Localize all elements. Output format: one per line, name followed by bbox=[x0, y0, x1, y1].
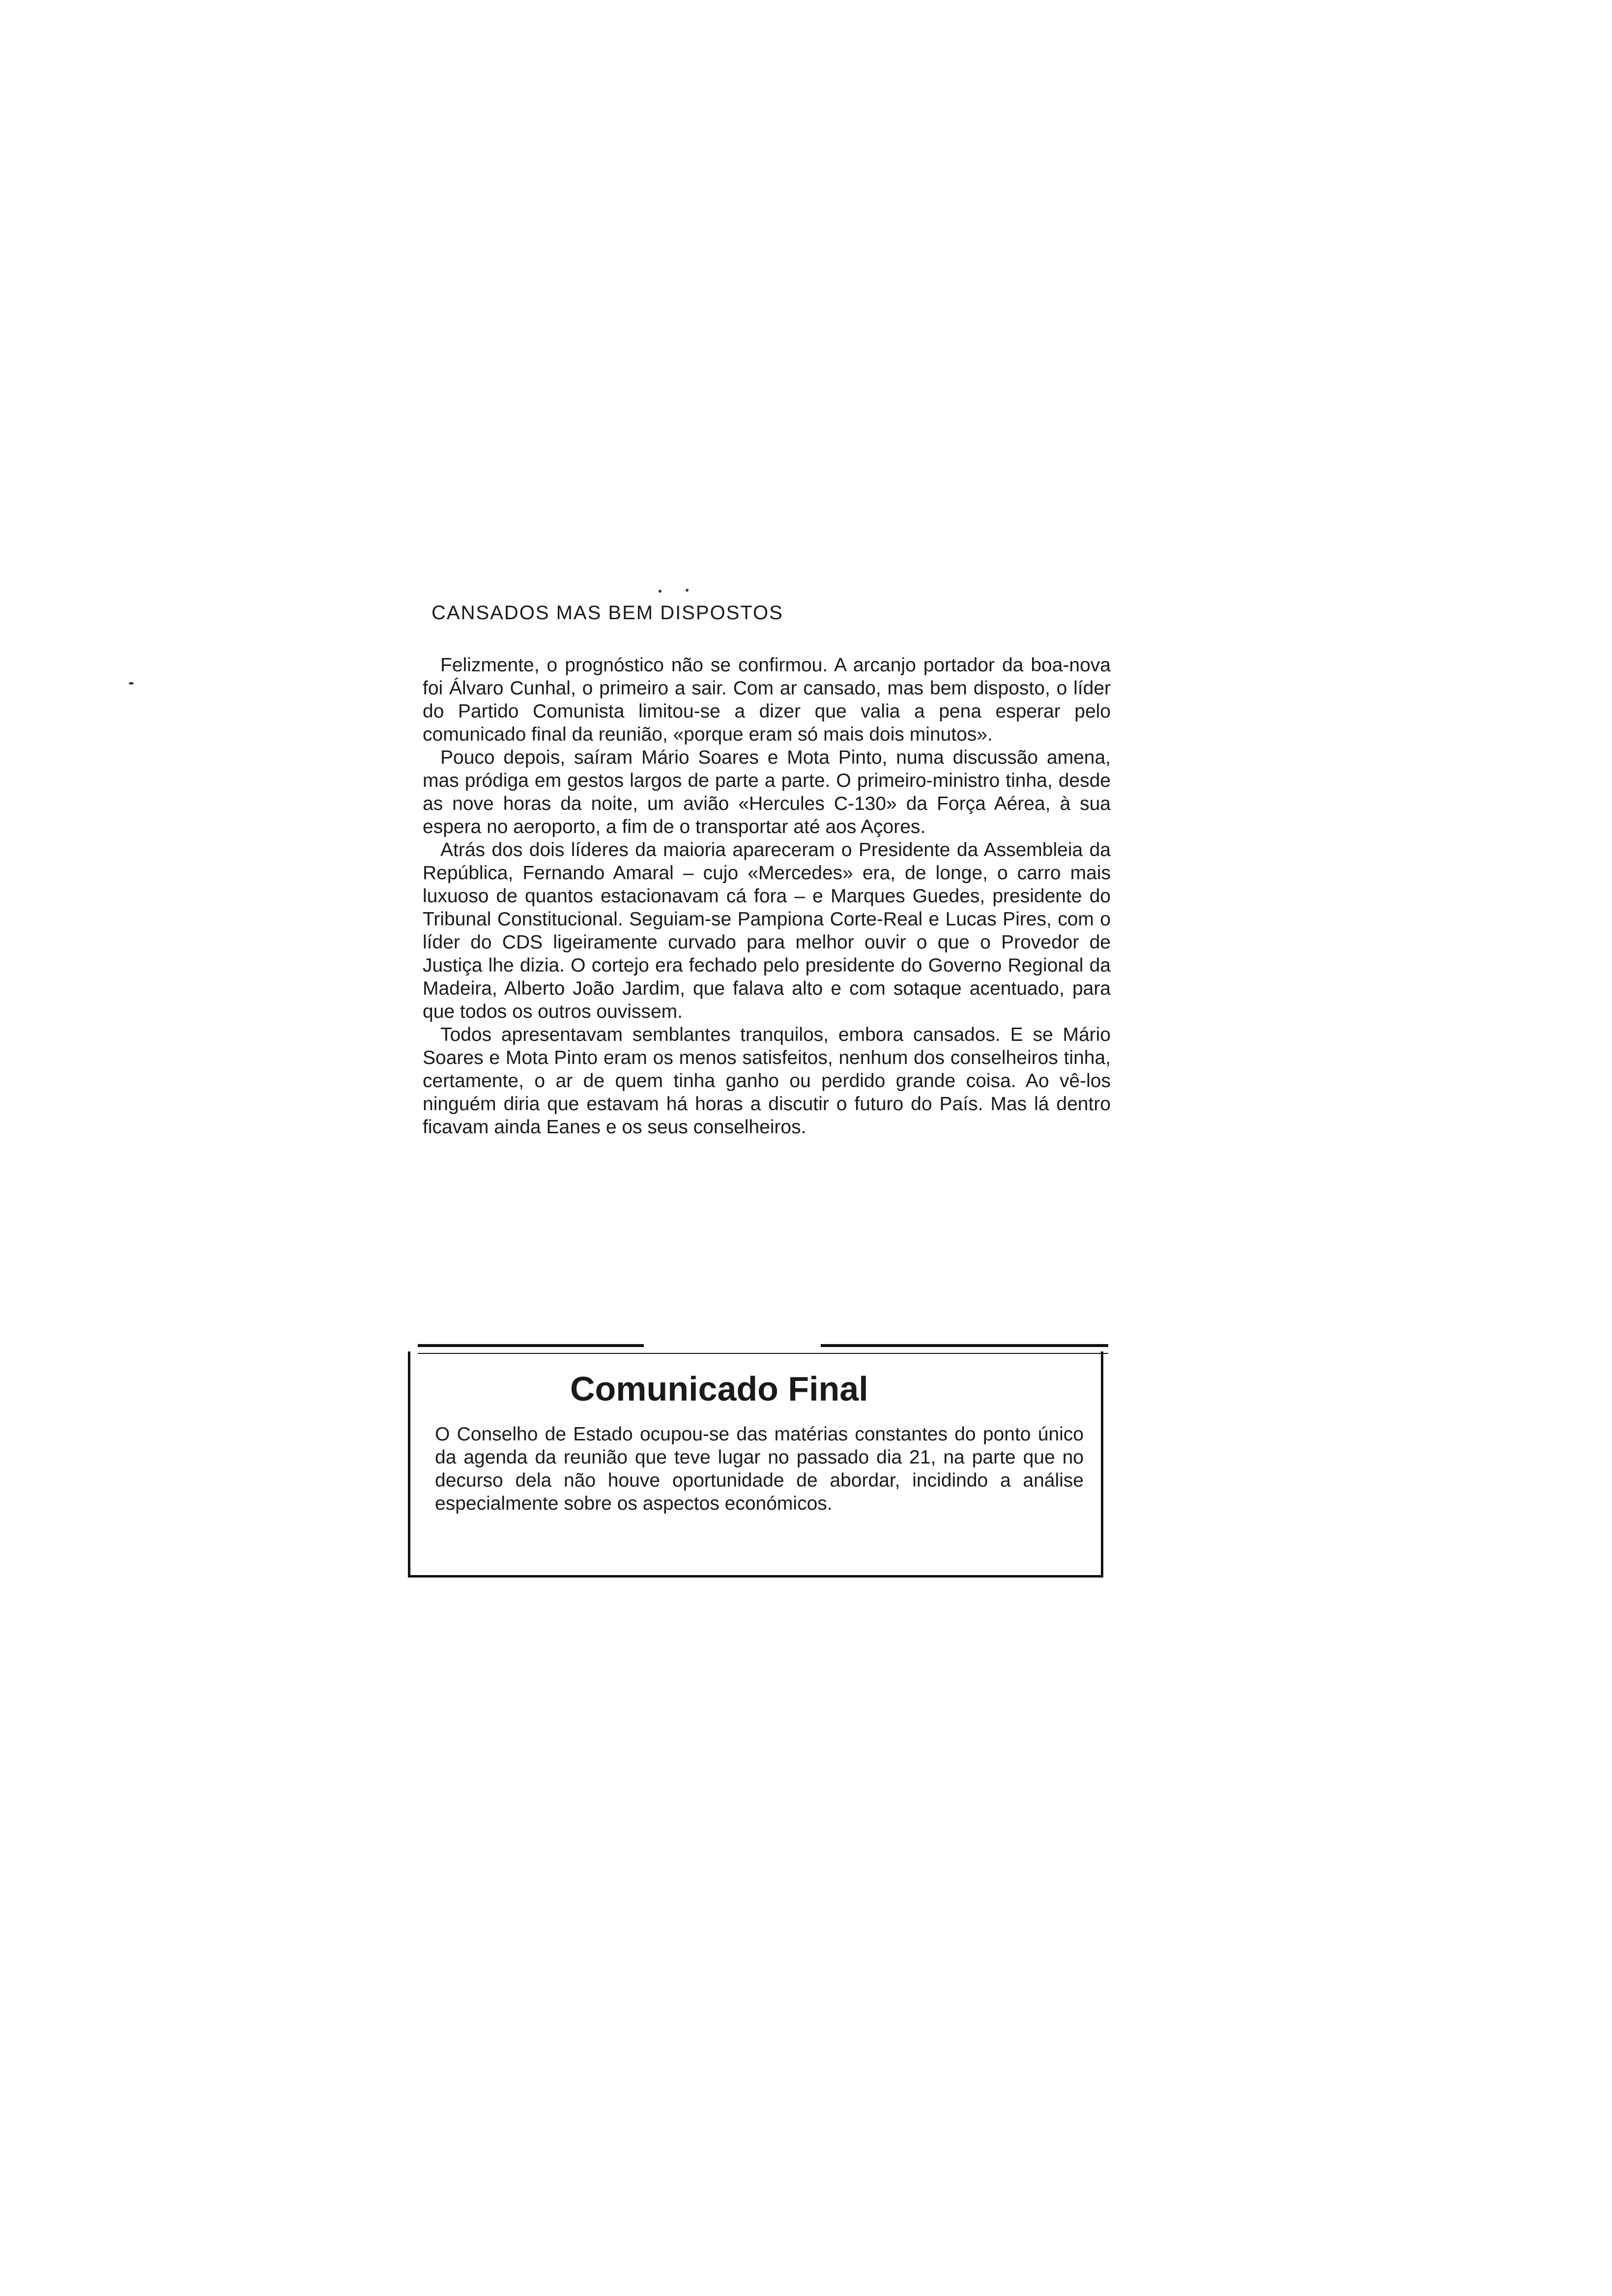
box-text: O Conselho de Estado ocupou-se das matérias constantes do ponto único da agenda da reunião que teve lugar no passado dia 21, na parte que no decurso dela não houve oportunidade de abordar, incidindo a análise especialmente sobre os aspectos económicos. bbox=[435, 1424, 1084, 1514]
comunicado-box bbox=[408, 1351, 1103, 1578]
article-headline: CANSADOS MAS BEM DISPOSTOS bbox=[432, 602, 783, 624]
scan-speck bbox=[686, 589, 689, 592]
article-paragraph: Atrás dos dois líderes da maioria apareceram o Presidente da Assembleia da República, Fernando Amaral – cujo «Mercedes» era, de longe, o carro mais luxuoso de quantos estacionavam cá fora – e Marques Guedes, presidente do Tribunal Constitucional. Seguiam-se Pampiona Corte-Real e Lucas Pires, com o líder do CDS ligeiramente curvado para melhor ouvir o que o Provedor de Justiça lhe dizia. O cortejo era fechado pelo presidente do Governo Regional da Madeira, Alberto João Jardim, que falava alto e com sotaque acentuado, para que todos os outros ouvissem. bbox=[423, 839, 1111, 1022]
article-paragraph: Felizmente, o prognóstico não se confirmou. A arcanjo portador da boa-nova foi Álvaro Cunhal, o primeiro a sair. Com ar cansado, mas bem disposto, o líder do Partido Comunista limitou-se a dizer que valia a pena esperar pelo comunicado final da reunião, «porque eram só mais dois minutos». bbox=[423, 655, 1111, 745]
scan-speck bbox=[659, 590, 662, 593]
article bbox=[423, 602, 1111, 1139]
article-paragraph: Todos apresentavam semblantes tranquilos, embora cansados. E se Mário Soares e Mota Pinto eram os menos satisfeitos, nenhum dos conselheiros tinha, certamente, o ar de quem tinha ganho ou perdido grande coisa. Ao vê-los ninguém diria que estavam há horas a discutir o futuro do País. Mas lá dentro ficavam ainda Eanes e os seus conselheiros. bbox=[423, 1024, 1111, 1138]
article-paragraph: Pouco depois, saíram Mário Soares e Mota Pinto, numa discussão amena, mas pródiga em gestos largos de parte a parte. O primeiro-ministro tinha, desde as nove horas da noite, um avião «Hercules C-130» da Força Aérea, à sua espera no aeroporto, a fim de o transportar até aos Açores. bbox=[423, 747, 1111, 837]
box-title: Comunicado Final bbox=[570, 1370, 868, 1408]
scan-speck bbox=[129, 682, 134, 685]
